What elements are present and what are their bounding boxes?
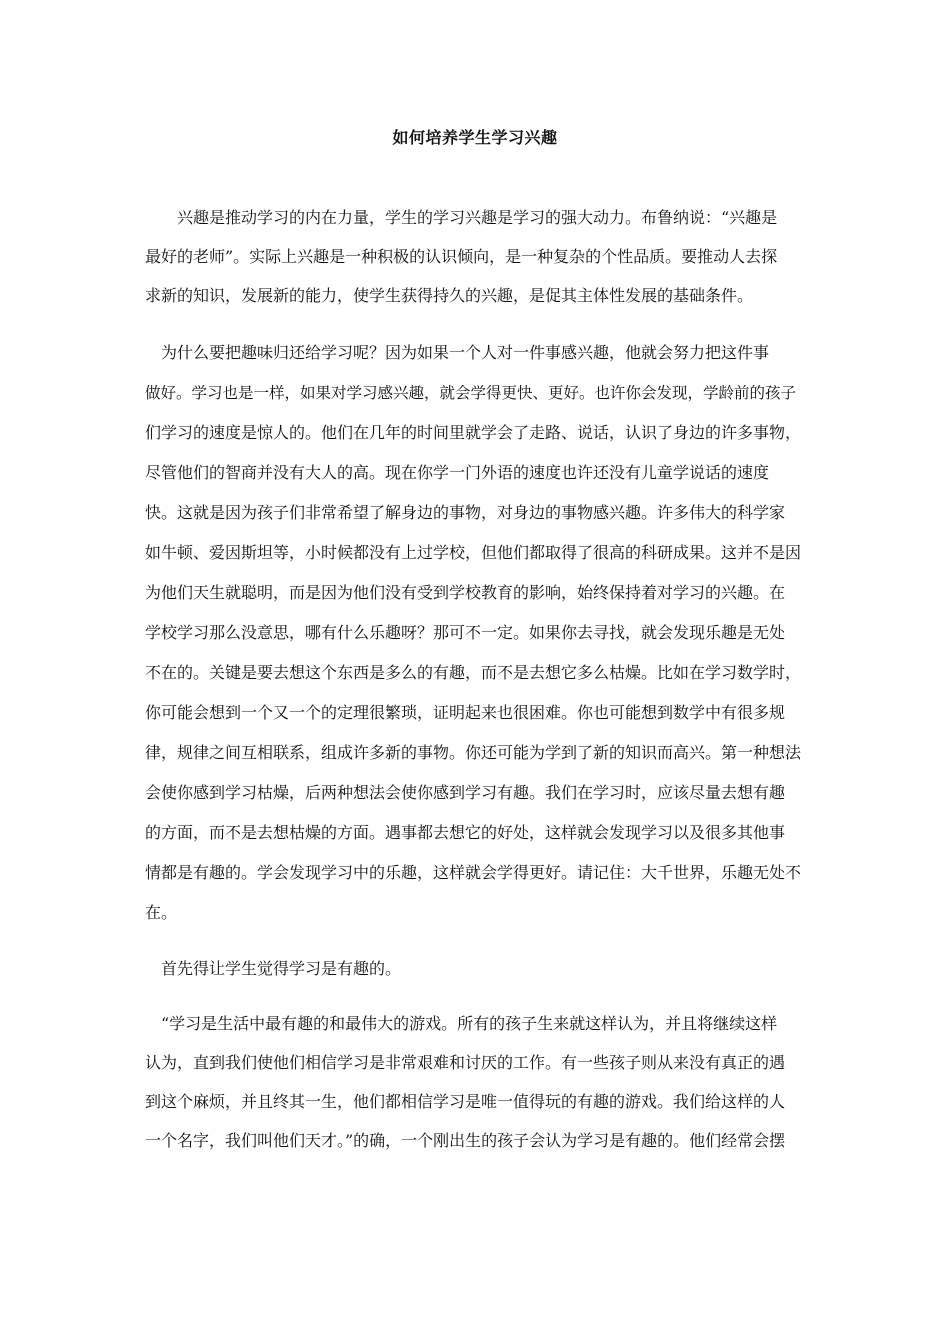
paragraph-line: 为什么要把趣味归还给学习呢？因为如果一个人对一件事感兴趣，他就会努力把这件事: [145, 343, 770, 362]
paragraph-line: 一个名字，我们叫他们天才。”的确，一个刚出生的孩子会认为学习是有趣的。他们经常会摆: [145, 1131, 786, 1150]
paragraph-line: 到这个麻烦，并且终其一生，他们都相信学习是唯一值得玩的有趣的游戏。我们给这样的人: [145, 1092, 786, 1111]
paragraph-line: 的方面，而不是去想枯燥的方面。遇事都去想它的好处，这样就会发现学习以及很多其他事: [145, 823, 786, 842]
paragraph-line: 尽管他们的智商并没有大人的高。现在你学一门外语的速度也许还没有儿童学说话的速度: [145, 463, 770, 482]
paragraph-line: 认为，直到我们使他们相信学习是非常艰难和讨厌的工作。有一些孩子则从来没有真正的遇: [145, 1053, 786, 1072]
paragraph-line: 学校学习那么没意思，哪有什么乐趣呀？那可不一定。如果你去寻找，就会发现乐趣是无处: [145, 623, 786, 642]
paragraph-line: 如牛顿、爱因斯坦等，小时候都没有上过学校，但他们都取得了很高的科研成果。这并不是因: [145, 543, 802, 562]
paragraph-line: 快。这就是因为孩子们非常希望了解身边的事物，对身边的事物感兴趣。许多伟大的科学家: [145, 503, 786, 522]
paragraph-line: 律，规律之间互相联系，组成许多新的事物。你还可能为学到了新的知识而高兴。第一种想法: [145, 743, 802, 762]
paragraph-line: 在。: [145, 903, 178, 922]
document-title: 如何培养学生学习兴趣: [392, 128, 558, 147]
paragraph-line: 会使你感到学习枯燥，后两种想法会使你感到学习有趣。我们在学习时，应该尽量去想有趣: [145, 783, 786, 802]
paragraph-line: 做好。学习也是一样，如果对学习感兴趣，就会学得更快、更好。也许你会发现，学龄前的孩子: [145, 384, 797, 402]
paragraph-line: 兴趣是推动学习的内在力量，学生的学习兴趣是学习的强大动力。布鲁纳说：“兴趣是: [145, 208, 778, 227]
paragraph-line: 最好的老师”。实际上兴趣是一种积极的认识倾向，是一种复杂的个性品质。要推动人去探: [145, 247, 778, 266]
paragraph-line: 不在的。关键是要去想这个东西是多么的有趣，而不是去想它多么枯燥。比如在学习数学时，: [145, 663, 802, 682]
paragraph-line: 你可能会想到一个又一个的定理很繁琐，证明起来也很困难。你也可能想到数学中有很多规: [145, 703, 786, 722]
paragraph-line: 们学习的速度是惊人的。他们在几年的时间里就学会了走路、说话，认识了身边的许多事物，: [145, 423, 802, 442]
paragraph-line: 求新的知识，发展新的能力，使学生获得持久的兴趣，是促其主体性发展的基础条件。: [145, 286, 754, 305]
paragraph-line: 为他们天生就聪明，而是因为他们没有受到学校教育的影响，始终保持着对学习的兴趣。在: [145, 583, 786, 602]
paragraph-line: 首先得让学生觉得学习是有趣的。: [145, 959, 402, 978]
paragraph-line: “学习是生活中最有趣的和最伟大的游戏。所有的孩子生来就这样认为，并且将继续这样: [145, 1014, 778, 1033]
paragraph-line: 情都是有趣的。学会发现学习中的乐趣，这样就会学得更好。请记住：大千世界，乐趣无处不: [145, 863, 802, 882]
